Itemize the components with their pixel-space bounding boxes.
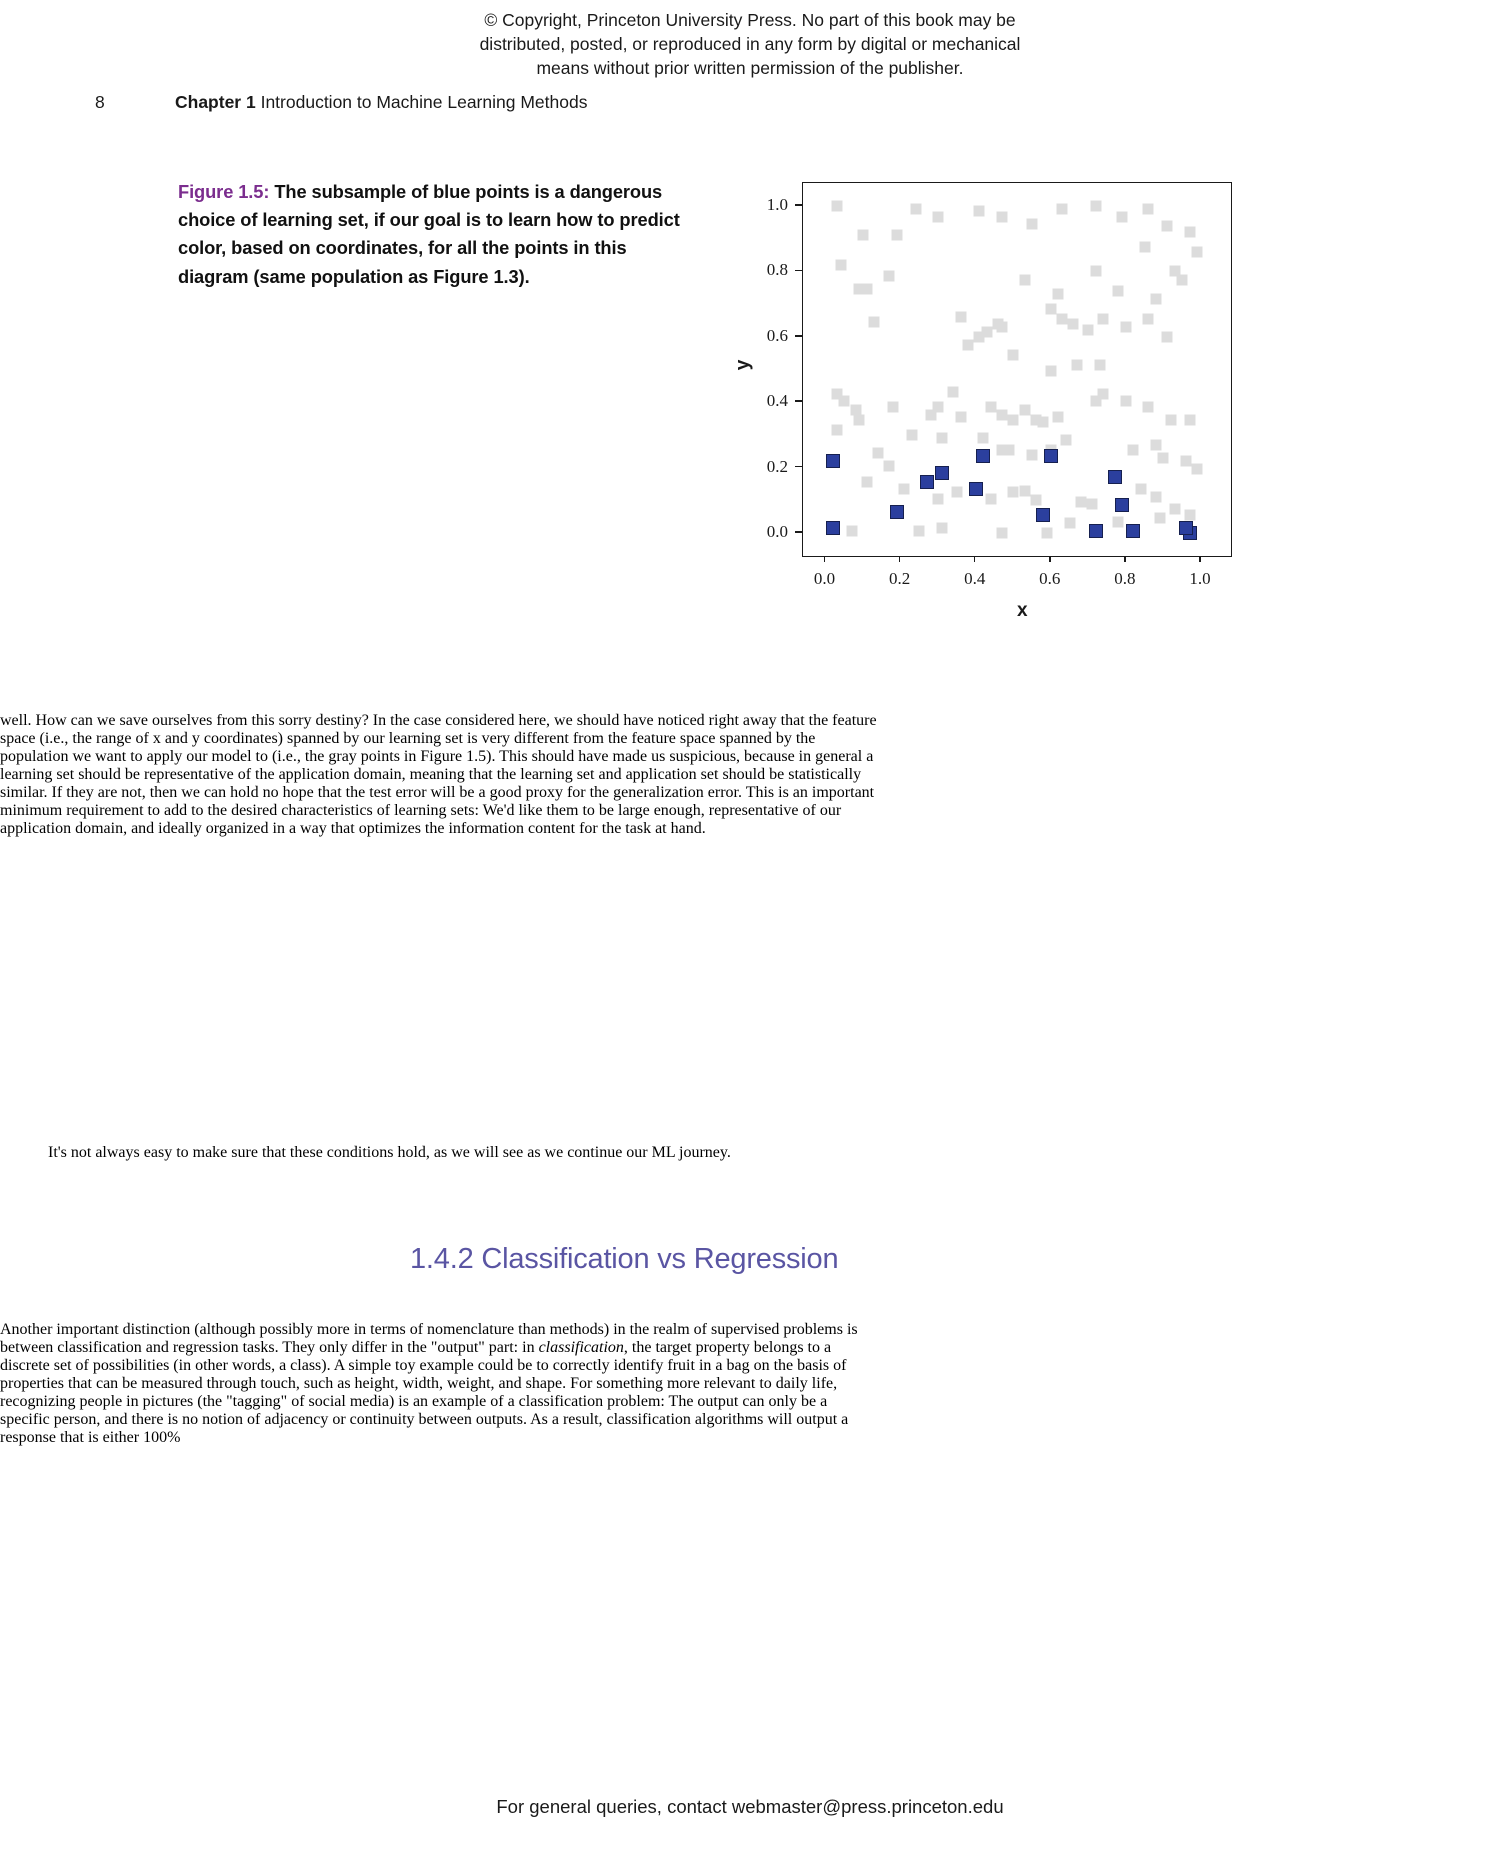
data-point-gray: [835, 259, 846, 270]
y-tick-label: 0.8: [766, 260, 788, 280]
data-point-blue: [1115, 498, 1129, 512]
data-point-gray: [1075, 497, 1086, 508]
x-tick-label: 0.6: [1039, 569, 1061, 588]
data-point-gray: [1162, 220, 1173, 231]
data-point-gray: [1117, 212, 1128, 223]
body-paragraph-3-wrap: [0, 1305, 880, 1463]
data-point-gray: [996, 528, 1007, 539]
y-tick-mark: [795, 335, 802, 337]
copyright-line-3: means without prior written permission of the publisher.: [536, 58, 964, 78]
data-point-gray: [899, 483, 910, 494]
data-point-gray: [1008, 349, 1019, 360]
x-tick-label: 0.4: [964, 569, 986, 588]
data-point-gray: [1150, 294, 1161, 305]
y-tick-mark: [795, 204, 802, 206]
data-point-blue: [935, 466, 949, 480]
y-tick-label: 1.0: [766, 194, 788, 214]
data-point-gray: [1143, 204, 1154, 215]
y-tick-label: 0.0: [766, 522, 788, 542]
data-point-gray: [1165, 415, 1176, 426]
data-point-blue: [1126, 524, 1140, 538]
data-point-gray: [963, 339, 974, 350]
y-tick-label: 0.2: [766, 456, 788, 476]
data-point-gray: [948, 387, 959, 398]
data-point-gray: [861, 284, 872, 295]
copyright-notice: [425, 8, 1075, 80]
page-number: 8: [95, 92, 105, 112]
data-point-gray: [936, 523, 947, 534]
data-point-gray: [1177, 274, 1188, 285]
data-point-gray: [1087, 498, 1098, 509]
y-tick-label: 0.4: [766, 391, 788, 411]
body-paragraph-3: [0, 1321, 880, 1447]
data-point-gray: [1064, 518, 1075, 529]
data-point-gray: [1019, 485, 1030, 496]
data-point-gray: [1113, 516, 1124, 527]
data-point-blue: [1108, 470, 1122, 484]
data-point-gray: [1184, 227, 1195, 238]
data-point-gray: [955, 411, 966, 422]
data-point-gray: [839, 395, 850, 406]
data-point-gray: [985, 493, 996, 504]
data-point-gray: [1027, 218, 1038, 229]
data-point-blue: [976, 449, 990, 463]
chapter-name: Introduction to Machine Learning Methods: [255, 92, 588, 112]
data-point-gray: [1098, 389, 1109, 400]
data-point-blue: [890, 505, 904, 519]
copyright-line-1: © Copyright, Princeton University Press. No part of this book may be: [484, 10, 1016, 30]
plot-area: [802, 182, 1232, 557]
data-point-gray: [1060, 434, 1071, 445]
y-tick-mark: [795, 270, 802, 272]
data-point-gray: [1004, 444, 1015, 455]
body-paragraph-2-wrap: [0, 1128, 880, 1178]
data-point-gray: [1090, 200, 1101, 211]
data-point-gray: [1030, 495, 1041, 506]
data-point-gray: [869, 317, 880, 328]
data-point-gray: [1057, 204, 1068, 215]
data-point-gray: [873, 447, 884, 458]
data-point-gray: [1128, 444, 1139, 455]
data-point-gray: [981, 326, 992, 337]
data-point-gray: [831, 200, 842, 211]
data-point-gray: [1094, 359, 1105, 370]
data-point-gray: [1113, 285, 1124, 296]
x-tick-label: 0.2: [888, 569, 911, 588]
body-paragraph-3-italic-term: classification: [538, 1339, 624, 1356]
y-tick-mark: [795, 466, 802, 468]
data-point-gray: [1139, 241, 1150, 252]
data-point-blue: [1179, 521, 1193, 535]
data-point-gray: [891, 230, 902, 241]
data-point-blue: [1089, 524, 1103, 538]
data-point-gray: [1120, 321, 1131, 332]
body-paragraph-2: It's not always easy to make sure that these conditions hold, as we will see as we continue our ML journey.: [48, 1144, 731, 1161]
data-point-gray: [1184, 415, 1195, 426]
chapter-title: [175, 92, 587, 113]
y-axis-label: y: [732, 359, 754, 371]
chapter-number: Chapter 1: [175, 92, 256, 112]
data-point-gray: [985, 402, 996, 413]
data-point-gray: [1192, 464, 1203, 475]
data-point-gray: [1098, 313, 1109, 324]
data-point-gray: [1019, 405, 1030, 416]
data-point-gray: [1184, 510, 1195, 521]
data-point-gray: [1053, 289, 1064, 300]
figure-caption: [178, 178, 686, 291]
data-point-gray: [1042, 528, 1053, 539]
data-point-gray: [910, 204, 921, 215]
data-point-gray: [996, 321, 1007, 332]
data-point-gray: [1068, 318, 1079, 329]
data-point-gray: [854, 415, 865, 426]
data-point-gray: [1008, 415, 1019, 426]
data-point-gray: [996, 410, 1007, 421]
copyright-line-2: distributed, posted, or reproduced in any form by digital or mechanical: [479, 34, 1021, 54]
section-heading-1-4-2: 1.4.2 Classification vs Regression: [410, 1243, 839, 1275]
data-point-gray: [1120, 395, 1131, 406]
body-paragraph-1-wrap: [0, 696, 880, 854]
data-point-gray: [846, 526, 857, 537]
data-point-gray: [1072, 359, 1083, 370]
data-point-gray: [1192, 246, 1203, 257]
figure-caption-text: The subsample of blue points is a dangerous choice of learning set, if our goal is to learn how to predict color, based on coordinates, for all the points in this diagram (same population as Figure 1.3).: [178, 181, 680, 287]
data-point-gray: [933, 493, 944, 504]
x-tick-label: 0.0: [813, 569, 836, 588]
data-point-gray: [978, 433, 989, 444]
data-point-gray: [955, 312, 966, 323]
data-point-gray: [861, 477, 872, 488]
data-point-gray: [996, 212, 1007, 223]
data-point-gray: [1008, 487, 1019, 498]
figure-caption-label: Figure 1.5:: [178, 181, 270, 202]
data-point-blue: [826, 454, 840, 468]
data-point-gray: [1019, 274, 1030, 285]
data-point-blue: [1044, 449, 1058, 463]
data-point-gray: [1162, 331, 1173, 342]
body-paragraph-1: well. How can we save ourselves from this sorry destiny? In the case considered here, we should have noticed right away that the feature space (i.e., the range of x and y coordinates) spanned by our learning set is very different from the feature space spanned by the population we want to apply our model to (i.e., the gray points in Figure 1.5). This should have made us suspicious, because in general a learning set should be representative of the application domain, meaning that the learning set and application set should be statistically similar. If they are not, then we can hold no hope that the test error will be a good proxy for the generalization error. This is an important minimum requirement to add to the desired characteristics of learning sets: We'd like them to be large enough, representative of our application domain, and ideally organized in a way that optimizes the information content for the task at hand.: [0, 712, 877, 837]
data-point-blue: [1036, 508, 1050, 522]
body-paragraph-3-part1: Another important distinction (although possibly more in terms of nomenclature than methods) in the realm of supervised problems is between classification and regression tasks. They only differ in the "output" part: in: [0, 1321, 858, 1356]
data-point-blue: [826, 521, 840, 535]
data-point-gray: [906, 429, 917, 440]
x-axis-label: x: [1017, 600, 1028, 621]
data-point-gray: [1045, 366, 1056, 377]
data-point-blue: [920, 475, 934, 489]
data-point-gray: [1143, 402, 1154, 413]
data-point-gray: [1135, 483, 1146, 494]
body-paragraph-3-part2: , the target property belongs to a discrete set of possibilities (in other words, a class). A simple toy example could be to correctly identify fruit in a bag on the basis of properties that can be measured through touch, such as height, width, weight, and shape. For something more relevant to daily life, recognizing people in pictures (the "tagging" of social media) is an example of a classification problem: The output can only be a specific person, and there is no notion of adjacency or continuity between outputs. As a result, classification algorithms will output a response that is either 100%: [0, 1339, 849, 1446]
data-point-gray: [1154, 513, 1165, 524]
data-point-gray: [933, 212, 944, 223]
data-point-gray: [1180, 456, 1191, 467]
data-point-gray: [925, 410, 936, 421]
data-point-gray: [951, 487, 962, 498]
data-point-gray: [884, 461, 895, 472]
data-point-gray: [974, 205, 985, 216]
running-head: [0, 92, 1500, 116]
data-point-blue: [969, 482, 983, 496]
x-tick-label: 1.0: [1189, 569, 1211, 588]
data-point-gray: [1169, 503, 1180, 514]
data-point-gray: [1057, 313, 1068, 324]
data-point-gray: [831, 425, 842, 436]
x-tick-label: 0.8: [1114, 569, 1136, 588]
y-tick-mark: [795, 400, 802, 402]
data-point-gray: [1083, 325, 1094, 336]
data-point-gray: [1150, 492, 1161, 503]
data-point-gray: [888, 402, 899, 413]
page-footer: For general queries, contact webmaster@press.princeton.edu: [496, 1796, 1004, 1817]
figure-1-5-scatter-plot: [732, 172, 1260, 632]
data-point-gray: [1143, 313, 1154, 324]
data-point-gray: [1158, 452, 1169, 463]
data-point-gray: [1150, 439, 1161, 450]
data-point-gray: [914, 526, 925, 537]
y-tick-label: 0.6: [766, 325, 788, 345]
data-point-gray: [858, 230, 869, 241]
data-point-gray: [1038, 416, 1049, 427]
y-tick-mark: [795, 531, 802, 533]
data-point-gray: [1090, 266, 1101, 277]
data-point-gray: [1027, 449, 1038, 460]
data-point-gray: [884, 271, 895, 282]
data-point-gray: [1045, 303, 1056, 314]
data-point-gray: [936, 433, 947, 444]
data-point-gray: [1053, 411, 1064, 422]
